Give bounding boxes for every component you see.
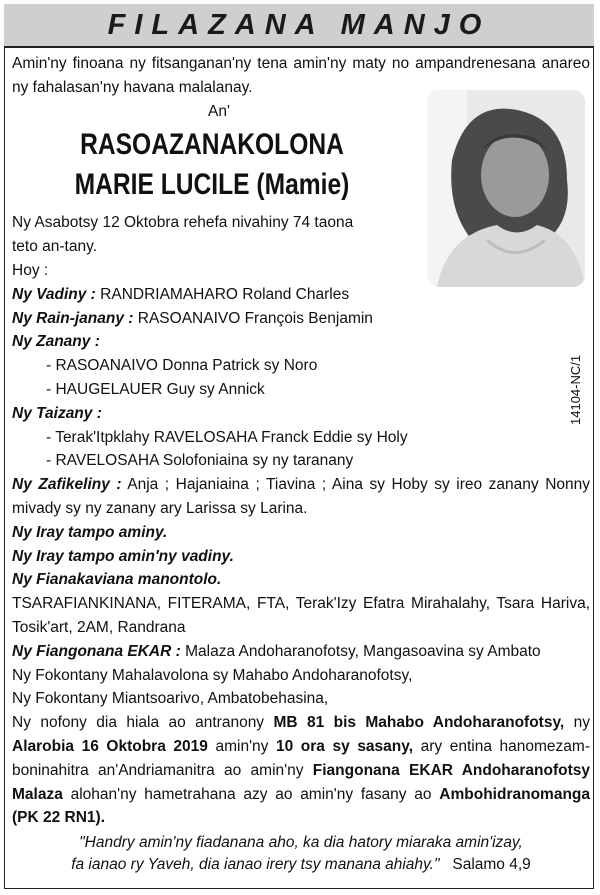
zanany-item: - HAUGELAUER Guy sy Annick — [46, 380, 265, 398]
death-notice: Ny Asabotsy 12 Oktobra rehefa nivahiny 74 taona teto an-tany. — [12, 214, 354, 256]
fokontany-line: Ny Fokontany Mahalavolona sy Mahabo Andoharanofotsy, — [12, 666, 413, 684]
deceased-name-line1: RASOAZANAKOLONA — [80, 128, 344, 162]
family-line: Ny Fianakaviana manontolo. — [12, 571, 222, 589]
verse-line2: fa ianao ry Yaveh, dia ianao irery tsy manana ahiahy." — [71, 856, 440, 874]
funeral-details — [12, 711, 590, 830]
fiangonana-label: Ny Fiangonana EKAR : — [12, 642, 181, 660]
funeral-address: MB 81 bis Mahabo Andoharanofotsy, — [273, 714, 565, 732]
deceased-name-line2: MARIE LUCILE (Mamie) — [74, 168, 350, 202]
intro-text: Amin'ny finoana ny fitsanganan'ny tena amin'ny maty no ampandrenesana anareo ny fahalasan'ny havana malalanay. — [12, 55, 590, 96]
notice-header: FILAZANA MANJO — [4, 4, 594, 48]
family-line: Ny Iray tampo aminy. — [12, 523, 168, 541]
funeral-text: Ny nofony dia hiala ao antranony — [12, 714, 274, 732]
taizany-item: - RAVELOSAHA Solofoniaina sy ny taranany — [46, 452, 354, 470]
bible-verse — [12, 832, 590, 876]
funeral-text: ary entina hanomezam-boninahitra an'Andriamanitra ao amin'ny — [12, 737, 590, 779]
zanany-label: Ny Zanany : — [12, 333, 100, 351]
fiangonana-row — [12, 640, 590, 664]
vadiny-text: RANDRIAMAHARO Roland Charles — [100, 285, 350, 303]
zafikeliny-text: Anja ; Hajaniaina ; Tiavina ; Aina sy Hoby sy ireo zanany Nonny mivady sy ny zanany ary Larissa sy Larina. — [12, 476, 590, 517]
vadiny-row — [12, 283, 590, 307]
verse-line1: "Handry amin'ny fiadanana aho, ka dia hatory miaraka amin'izay, — [79, 834, 523, 852]
funeral-text: alohan'ny hametrahana azy ao amin'ny fasany ao — [62, 785, 440, 803]
rain-janany-text: RASOANAIVO François Benjamin — [137, 309, 373, 327]
funeral-burial-place: Ambohidranomanga (PK 22 RN1). — [12, 785, 590, 827]
family-line: Ny Iray tampo amin'ny vadiny. — [12, 547, 234, 565]
fokontany-line: Ny Fokontany Miantsoarivo, Ambatobehasina, — [12, 690, 329, 708]
funeral-time: 10 ora sy sasany, — [275, 737, 414, 755]
groups-text: TSARAFIANKINANA, FITERAMA, FTA, Terak'Izy Efatra Mirahalahy, Tsara Hariva, Tosik'art, 2AM, Randrana — [12, 595, 590, 636]
verse-reference: Salamo 4,9 — [452, 856, 531, 874]
zafikeliny-label: Ny Zafikeliny : — [12, 476, 122, 494]
taizany-item: - Terak'Itpklahy RAVELOSAHA Franck Eddie sy Holy — [46, 428, 408, 446]
rain-janany-row — [12, 307, 590, 331]
funeral-church: Fiangonana EKAR Andoharanofotsy Malaza — [12, 761, 590, 803]
funeral-text: amin'ny — [207, 737, 276, 755]
taizany-label: Ny Taizany : — [12, 404, 102, 422]
fiangonana-text: Malaza Andoharanofotsy, Mangasoavina sy Ambato — [185, 642, 541, 660]
funeral-text: ny — [564, 714, 590, 732]
vadiny-label: Ny Vadiny : — [12, 285, 96, 303]
zanany-item: - RASOANAIVO Donna Patrick sy Noro — [46, 357, 318, 375]
hoy-label: Hoy : — [12, 261, 49, 279]
zafikeliny-row — [12, 473, 590, 521]
rain-janany-label: Ny Rain-janany : — [12, 309, 134, 327]
reference-code: 14104-NC/1 — [568, 354, 583, 425]
an-label: An' — [208, 102, 230, 120]
notice-body — [12, 52, 590, 876]
funeral-date: Alarobia 16 Oktobra 2019 — [12, 737, 208, 755]
